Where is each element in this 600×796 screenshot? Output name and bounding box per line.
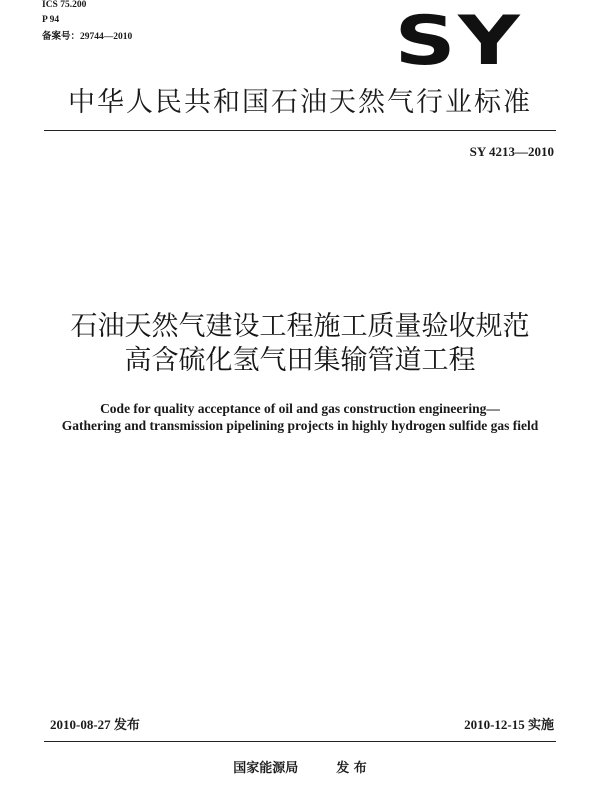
ccs-code: P 94	[42, 15, 60, 25]
chinese-title-line-1: 石油天然气建设工程施工质量验收规范	[70, 311, 530, 342]
standard-category: 中华人民共和国石油天然气行业标准	[68, 87, 532, 118]
issue-date: 2010-08-27 发布	[50, 717, 140, 732]
bottom-divider	[44, 741, 556, 742]
standard-number: SY 4213—2010	[469, 144, 554, 159]
sy-logo: SY	[394, 2, 522, 81]
english-title-line-2: Gathering and transmission pipelining projects in highly hydrogen sulfide gas field	[61, 418, 539, 433]
issuer-action: 发 布	[336, 761, 367, 776]
ics-code: ICS 75.200	[42, 0, 87, 10]
issuer-line	[0, 760, 600, 778]
english-title-line-1: Code for quality acceptance of oil and gas construction engineering—	[100, 401, 500, 416]
record-number: 备案号：29744—2010	[42, 32, 133, 42]
chinese-title-line-2: 高含硫化氢气田集输管道工程	[124, 345, 476, 376]
issuer-name: 国家能源局	[233, 761, 299, 776]
implementation-date: 2010-12-15 实施	[464, 717, 554, 732]
top-divider	[44, 130, 556, 131]
